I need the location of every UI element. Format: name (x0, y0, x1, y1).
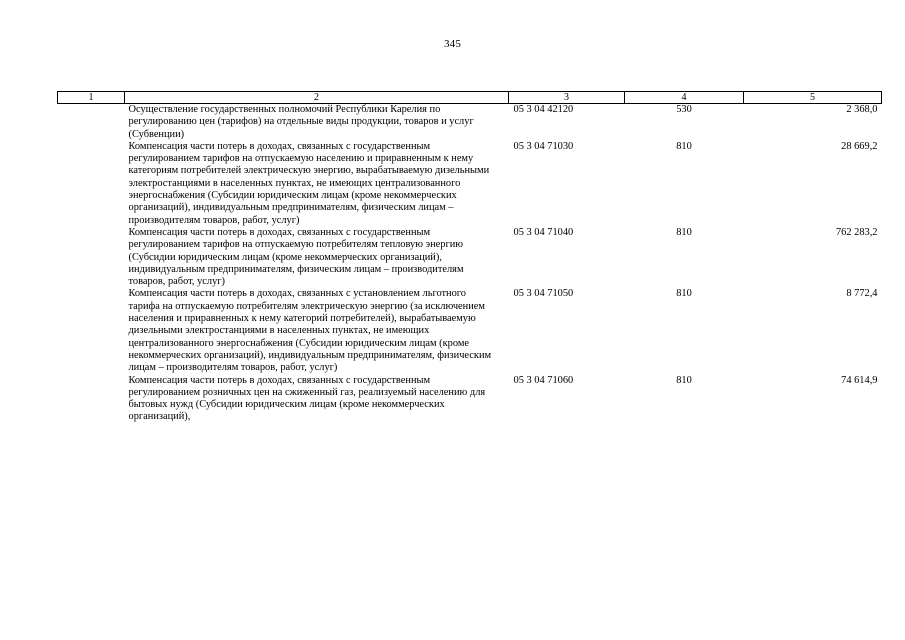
row-number-cell (58, 104, 125, 141)
expense-type-code-cell: 810 (676, 226, 692, 238)
table-row (58, 104, 882, 141)
expense-type-code-cell: 810 (676, 140, 692, 152)
target-article-code-cell: 05 3 04 42120 (513, 104, 574, 115)
expense-type-code-cell: 530 (676, 104, 692, 115)
expense-name-cell: Компенсация части потерь в доходах, связанных с государственным регулированием розничных цен на сжиженный газ, реализуемый населению для бытовых нужд (Субсидии юридическим лицам (кроме некоммерческих организаций), (128, 374, 486, 423)
table-row (58, 141, 882, 227)
expense-name-cell: Компенсация части потерь в доходах, связанных с установлением льготного тарифа на отпускаемую потребителям электрическую энергию (за исключением населения и приравненных к нему категорий потребителей), вырабатываемую дизельными электростанциями в населенных пунктах, не имеющих централизованного энергоснабжения (Субсидии юридическим лицам (кроме некоммерческих организаций), индивидуальным предпринимателям, физическим лицам – производителям товаров, работ, услуг) (128, 288, 492, 374)
amount-cell: 8 772,4 (846, 288, 878, 300)
table-header-row (58, 92, 882, 104)
row-number-cell (58, 227, 125, 288)
amount-cell: 74 614,9 (841, 374, 878, 386)
column-header-5: 5 (744, 92, 882, 104)
column-header-3: 3 (509, 92, 625, 104)
expense-type-code-cell: 810 (676, 288, 692, 300)
expense-type-code-cell: 810 (676, 374, 692, 386)
column-header-2: 2 (125, 92, 509, 104)
row-number-cell (58, 375, 125, 424)
expense-name-cell: Осуществление государственных полномочий Республики Карелия по регулированию цен (тарифов) на отдельные виды продукции, товаров и услуг (Субвенции) (128, 104, 474, 140)
target-article-code-cell: 05 3 04 71040 (513, 226, 574, 238)
table-row (58, 288, 882, 374)
row-number-cell (58, 288, 125, 374)
row-number-cell (58, 141, 125, 227)
column-header-4: 4 (625, 92, 744, 104)
amount-cell: 762 283,2 (835, 226, 878, 238)
page-number: 345 (443, 38, 462, 50)
expense-name-cell: Компенсация части потерь в доходах, связанных с государственным регулированием тарифов на отпускаемую населению и приравненным к нему категориям потребителей электрическую энергию, вырабатываемую дизельными электростанциями в населенных пунктах, не имеющих централизованного энергоснабжения (Субсидии юридическим лицам (кроме некоммерческих организаций), индивидуальным предпринимателям, физическим лицам – производителям товаров, работ, услуг) (128, 140, 490, 226)
target-article-code-cell: 05 3 04 71060 (513, 374, 574, 386)
expense-name-cell: Компенсация части потерь в доходах, связанных с государственным регулированием тарифов на отпускаемую потребителям тепловую энергию (Субсидии юридическим лицам (кроме некоммерческих организаций), индивидуальным предпринимателям, физическим лицам – производителям товаров, работ, услуг) (128, 226, 464, 288)
amount-cell: 2 368,0 (846, 104, 878, 115)
target-article-code-cell: 05 3 04 71050 (513, 288, 574, 300)
column-header-1: 1 (58, 92, 125, 104)
table-row (58, 375, 882, 424)
table-row (58, 227, 882, 288)
amount-cell: 28 669,2 (841, 140, 878, 152)
target-article-code-cell: 05 3 04 71030 (513, 140, 574, 152)
budget-table (57, 91, 882, 424)
